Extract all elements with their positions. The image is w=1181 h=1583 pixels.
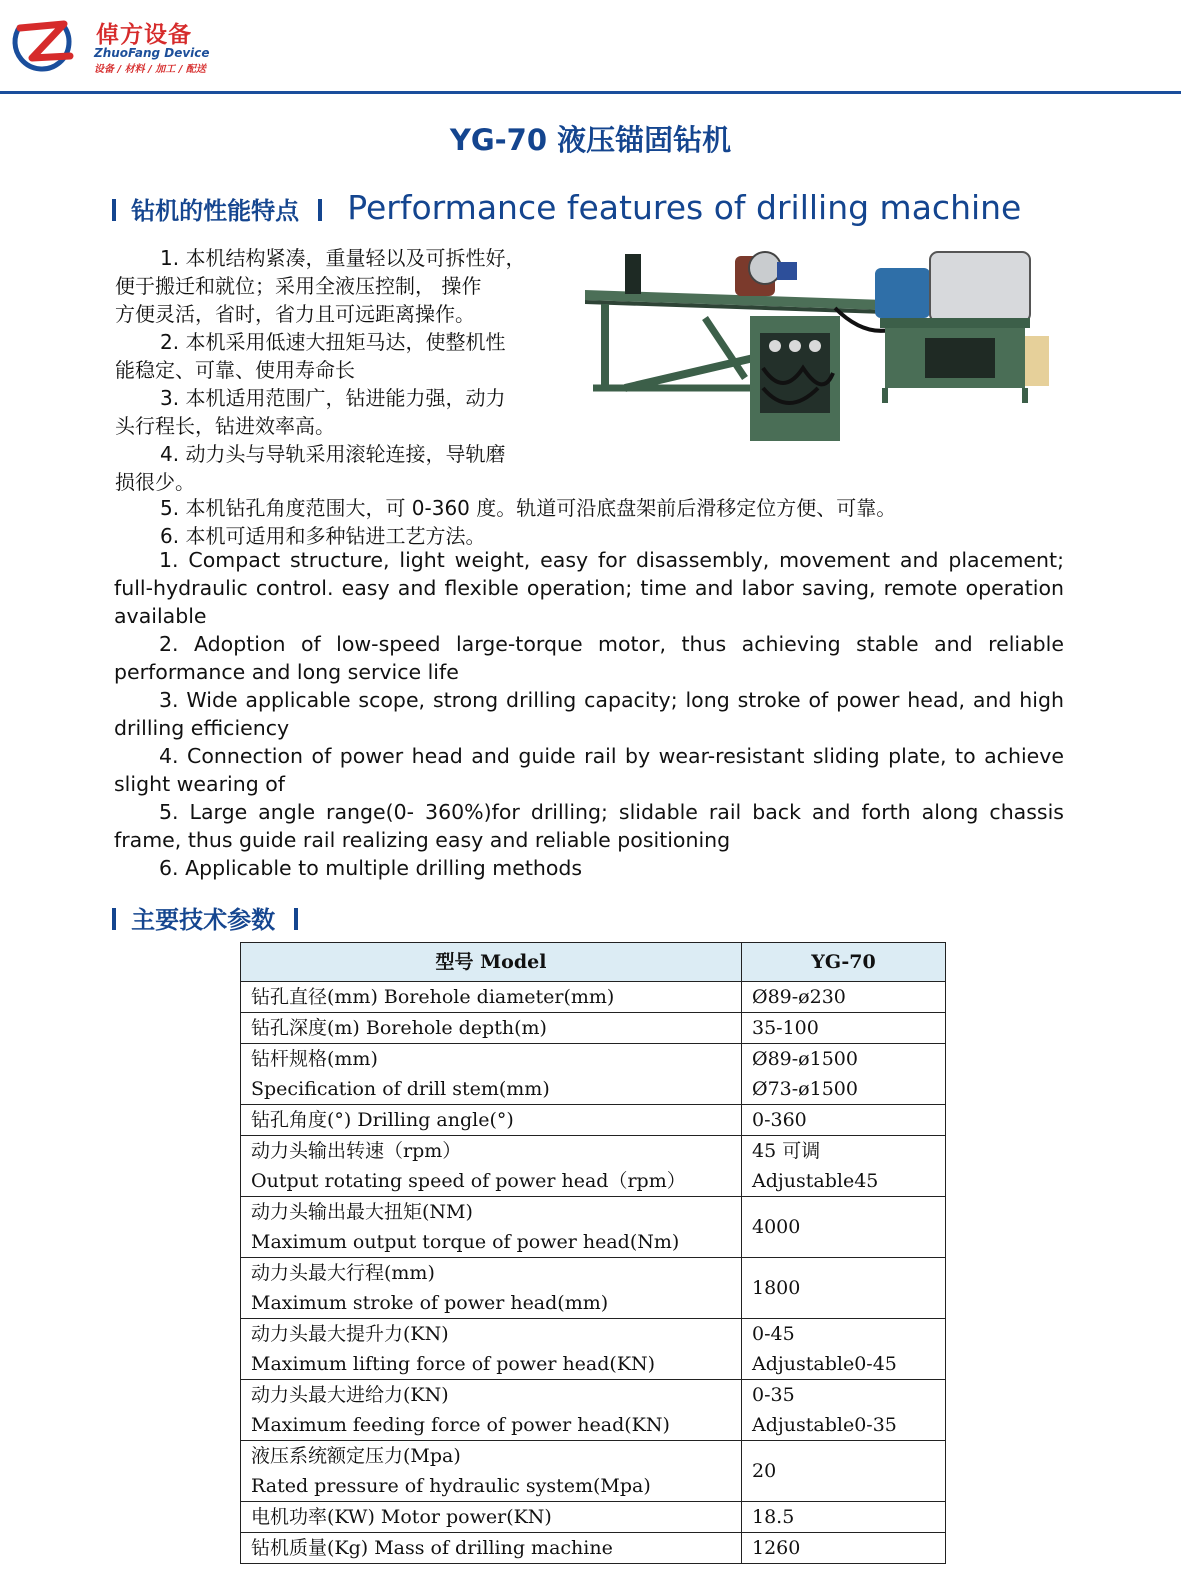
value-line: 0-35 [752, 1384, 795, 1406]
brand-tagline: 设备 / 材料 / 加工 / 配送 [94, 64, 206, 75]
cn-line: 方便灵活，省时，省力且可远距离操作。 [115, 302, 475, 326]
value-line: 18.5 [752, 1506, 795, 1528]
spec-value [742, 1197, 946, 1258]
value-line: Ø73-ø1500 [752, 1078, 858, 1100]
spec-table [240, 942, 946, 1564]
value-line: 35-100 [752, 1017, 819, 1039]
cn-line: 能稳定、可靠、使用寿命长 [115, 358, 355, 382]
spec-value [742, 1319, 946, 1380]
table-row [241, 1105, 946, 1136]
spec-label [241, 1105, 742, 1136]
features-heading-en: Performance features of drilling machine [347, 188, 1022, 227]
en-paragraph: 6. Applicable to multiple drilling methods [159, 856, 583, 880]
label-line: 钻杆规格(mm) [251, 1048, 378, 1070]
features-cn-text-full [115, 494, 1075, 550]
spec-value [742, 1013, 946, 1044]
heading-bar [112, 199, 116, 221]
spec-label [241, 1319, 742, 1380]
label-line: 钻孔直径(mm) Borehole diameter(mm) [251, 986, 615, 1008]
value-line: 1800 [752, 1277, 801, 1299]
en-paragraph: 4. Connection of power head and guide rail by wear-resistant sliding plate, to achieve slight wearing of [114, 744, 1064, 796]
label-line: 液压系统额定压力(Mpa) [251, 1445, 461, 1467]
label-line: 动力头最大进给力(KN) [251, 1384, 449, 1406]
en-paragraph: 2. Adoption of low-speed large-torque motor, thus achieving stable and reliable performance and long service life [114, 632, 1064, 684]
label-line: Maximum stroke of power head(mm) [251, 1292, 609, 1314]
cn-line: 4. 动力头与导轨采用滚轮连接，导轨磨 [160, 442, 506, 466]
en-paragraph: 1. Compact structure, light weight, easy for disassembly, movement and placement; full-hydraulic control. easy and flexible operation; time and labor saving, remote operation available [114, 548, 1064, 628]
value-line: 0-360 [752, 1109, 807, 1131]
table-row [241, 1380, 946, 1441]
spec-header-value: YG-70 [742, 943, 946, 982]
spec-value [742, 1044, 946, 1105]
label-line: Maximum lifting force of power head(KN) [251, 1353, 656, 1375]
value-line: Adjustable45 [752, 1170, 879, 1192]
spec-value [742, 982, 946, 1013]
spec-label [241, 1441, 742, 1502]
label-line: 电机功率(KW) Motor power(KN) [251, 1506, 552, 1528]
value-line: Ø89-ø230 [752, 986, 846, 1008]
value-line: 0-45 [752, 1323, 795, 1345]
label-line: Maximum output torque of power head(Nm) [251, 1231, 680, 1253]
cn-line: 3. 本机适用范围广，钻进能力强，动力 [160, 386, 506, 410]
en-paragraph: 5. Large angle range(0- 360%)for drilling; slidable rail back and forth along chassis frame, thus guide rail realizing easy and reliable positioning [114, 800, 1064, 852]
features-heading [112, 188, 1021, 227]
spec-value [742, 1136, 946, 1197]
cn-line: 便于搬迁和就位；采用全液压控制， 操作 [115, 274, 482, 298]
spec-value [742, 1258, 946, 1319]
label-line: 动力头最大提升力(KN) [251, 1323, 449, 1345]
table-row [241, 1441, 946, 1502]
table-row [241, 1319, 946, 1380]
spec-header-row [241, 943, 946, 982]
spec-label [241, 1136, 742, 1197]
zhuofang-logo-icon [10, 10, 80, 74]
spec-label [241, 1533, 742, 1564]
table-row [241, 1197, 946, 1258]
table-row [241, 982, 946, 1013]
value-line: Adjustable0-35 [752, 1414, 897, 1436]
value-line: Ø89-ø1500 [752, 1048, 858, 1070]
cn-line: 5. 本机钻孔角度范围大，可 0-360 度。轨道可沿底盘架前后滑移定位方便、可靠。 [160, 496, 897, 520]
features-cn-text [115, 244, 575, 496]
table-row [241, 1136, 946, 1197]
cn-line: 1. 本机结构紧凑，重量轻以及可拆性好， [160, 246, 526, 270]
label-line: Rated pressure of hydraulic system(Mpa) [251, 1475, 651, 1497]
page-title: YG-70 液压锚固钻机 [449, 123, 732, 157]
value-line: 45 可调 [752, 1140, 821, 1162]
drilling-machine-image [585, 238, 1055, 448]
header-divider [0, 91, 1181, 94]
value-line: 1260 [752, 1537, 801, 1559]
spec-label [241, 1502, 742, 1533]
specs-heading [112, 900, 298, 935]
cn-line: 2. 本机采用低速大扭矩马达，使整机性 [160, 330, 506, 354]
table-row [241, 1013, 946, 1044]
spec-label [241, 1380, 742, 1441]
table-row [241, 1044, 946, 1105]
brand-name-en: ZhuoFang Device [94, 46, 210, 60]
label-line: 动力头输出最大扭矩(NM) [251, 1201, 473, 1223]
en-paragraph: 3. Wide applicable scope, strong drilling capacity; long stroke of power head, and high drilling efficiency [114, 688, 1064, 740]
spec-label [241, 1258, 742, 1319]
cn-line: 损很少。 [115, 470, 195, 494]
table-row [241, 1533, 946, 1564]
label-line: 动力头输出转速（rpm） [251, 1140, 462, 1162]
features-heading-cn: 钻机的性能特点 [131, 197, 300, 225]
cn-line: 头行程长，钻进效率高。 [115, 414, 335, 438]
spec-value [742, 1441, 946, 1502]
label-line: 钻孔角度(°) Drilling angle(°) [251, 1109, 514, 1131]
spec-header-param: 型号 Model [241, 943, 742, 982]
company-logo [10, 10, 210, 75]
table-row [241, 1258, 946, 1319]
spec-label [241, 1044, 742, 1105]
value-line: Adjustable0-45 [752, 1353, 897, 1375]
label-line: 钻孔深度(m) Borehole depth(m) [251, 1017, 547, 1039]
label-line: 动力头最大行程(mm) [251, 1262, 435, 1284]
spec-label [241, 1197, 742, 1258]
label-line: Specification of drill stem(mm) [251, 1078, 550, 1100]
heading-bar [294, 908, 298, 930]
value-line: 20 [752, 1460, 777, 1482]
spec-value [742, 1533, 946, 1564]
cn-line: 6. 本机可适用和多种钻进工艺方法。 [160, 524, 486, 548]
heading-bar [318, 199, 322, 221]
spec-label [241, 982, 742, 1013]
label-line: Maximum feeding force of power head(KN) [251, 1414, 670, 1436]
features-en-text [114, 546, 1064, 882]
brand-name-cn: 倬方设备 [96, 22, 192, 48]
heading-bar [112, 908, 116, 930]
value-line: 4000 [752, 1216, 801, 1238]
specs-heading-cn: 主要技术参数 [131, 906, 276, 934]
spec-value [742, 1502, 946, 1533]
spec-value [742, 1380, 946, 1441]
label-line: 钻机质量(Kg) Mass of drilling machine [251, 1537, 613, 1559]
table-row [241, 1502, 946, 1533]
spec-label [241, 1013, 742, 1044]
label-line: Output rotating speed of power head（rpm） [251, 1170, 686, 1192]
spec-value [742, 1105, 946, 1136]
